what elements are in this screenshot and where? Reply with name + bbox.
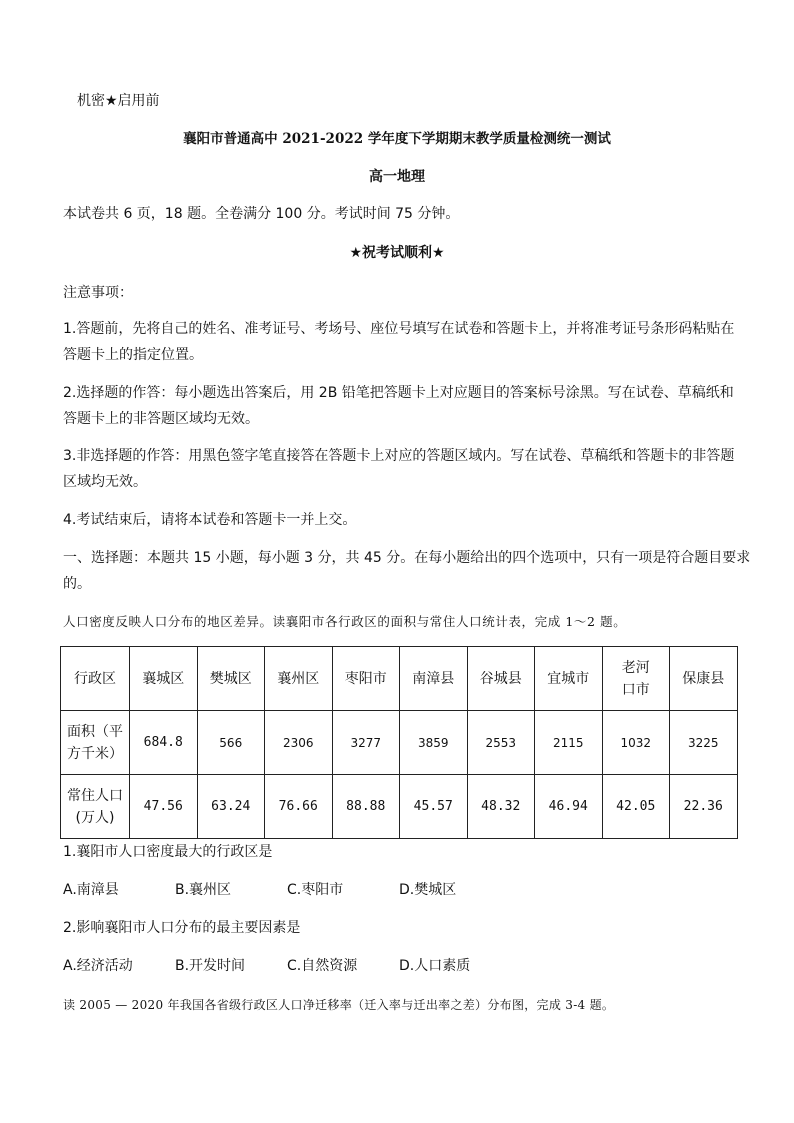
- q1-option-b: B.襄州区: [175, 882, 232, 898]
- district-header: 襄州区: [265, 647, 333, 711]
- row-label-population: 常住人口(万人): [61, 775, 130, 839]
- q1-option-d: D.樊城区: [399, 882, 457, 898]
- population-cell: 48.32: [467, 775, 535, 839]
- note-4: 4.考试结束后，请将本试卷和答题卡一并上交。: [63, 512, 357, 528]
- subject-title: 高一地理: [369, 169, 425, 185]
- population-cell: 46.94: [535, 775, 603, 839]
- district-header: 保康县: [670, 647, 738, 711]
- district-header: 襄城区: [130, 647, 198, 711]
- district-header: 枣阳市: [332, 647, 400, 711]
- district-header: 樊城区: [197, 647, 265, 711]
- population-cell: 76.66: [265, 775, 333, 839]
- population-cell: 88.88: [332, 775, 400, 839]
- exam-info: 本试卷共 6 页，18 题。全卷满分 100 分。考试时间 75 分钟。: [63, 206, 460, 222]
- q2-option-d: D.人口素质: [399, 958, 471, 974]
- q2-option-c: C.自然资源: [287, 958, 358, 974]
- population-cell: 22.36: [670, 775, 738, 839]
- table-header-row: [61, 647, 738, 711]
- q3-4-intro: 读 2005 — 2020 年我国各省级行政区人口净迁移率（迁入率与迁出率之差）分布图，完成 3-4 题。: [63, 998, 615, 1012]
- area-cell: 3277: [332, 711, 400, 775]
- table-row-area: [61, 711, 738, 775]
- q1-option-a: A.南漳县: [63, 882, 119, 898]
- confidential-label: 机密★启用前: [77, 93, 160, 109]
- area-cell: 2306: [265, 711, 333, 775]
- table-corner-cell: 行政区: [61, 647, 130, 711]
- table-row-population: [61, 775, 738, 839]
- population-cell: 42.05: [602, 775, 670, 839]
- population-cell: 63.24: [197, 775, 265, 839]
- population-cell: 47.56: [130, 775, 198, 839]
- district-header: 谷城县: [467, 647, 535, 711]
- area-cell: 3859: [400, 711, 468, 775]
- area-cell: 2553: [467, 711, 535, 775]
- district-header: 老河口市: [602, 647, 670, 711]
- district-table: [60, 646, 738, 839]
- area-cell: 566: [197, 711, 265, 775]
- district-header: 宜城市: [535, 647, 603, 711]
- q1-2-intro: 人口密度反映人口分布的地区差异。读襄阳市各行政区的面积与常住人口统计表，完成 1～2 题。: [63, 614, 627, 629]
- row-label-area: 面积（平方千米）: [61, 711, 130, 775]
- notes-heading: 注意事项：: [63, 285, 133, 301]
- q1-option-c: C.枣阳市: [287, 882, 344, 898]
- area-cell: 3225: [670, 711, 738, 775]
- area-cell: 1032: [602, 711, 670, 775]
- population-cell: 45.57: [400, 775, 468, 839]
- blessing: ★祝考试顺利★: [349, 245, 445, 261]
- q2-option-a: A.经济活动: [63, 958, 133, 974]
- area-cell: 684.8: [130, 711, 198, 775]
- exam-title: 襄阳市普通高中 2021-2022 学年度下学期期末教学质量检测统一测试: [183, 131, 611, 147]
- district-header: 南漳县: [400, 647, 468, 711]
- area-cell: 2115: [535, 711, 603, 775]
- q2-option-b: B.开发时间: [175, 958, 246, 974]
